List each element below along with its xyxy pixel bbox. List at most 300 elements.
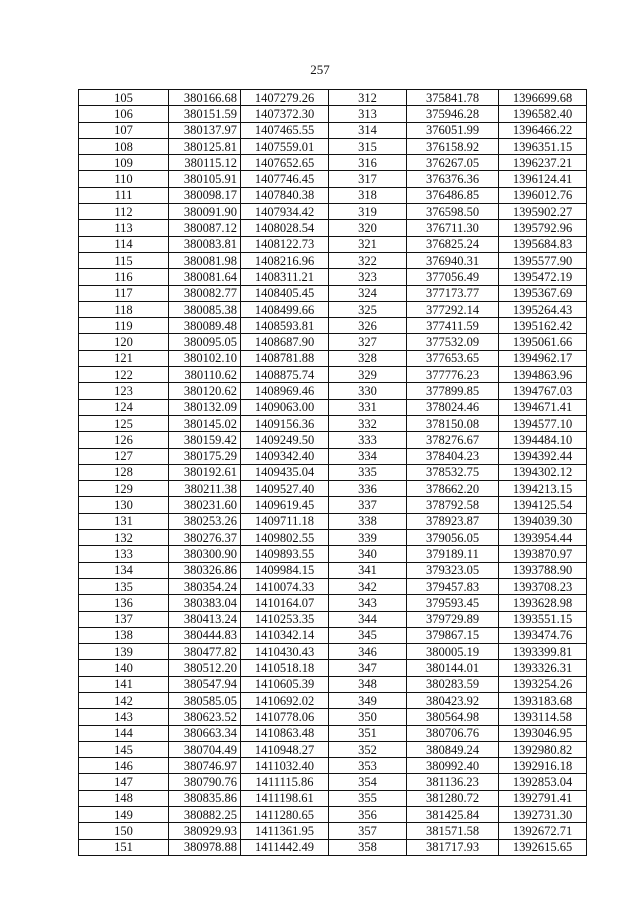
table-row bbox=[79, 481, 587, 497]
table-row bbox=[79, 301, 587, 317]
point-number-cell: 354 bbox=[329, 774, 407, 790]
y-coordinate-cell: 1395577.90 bbox=[499, 252, 587, 268]
y-coordinate-cell: 1394671.41 bbox=[499, 399, 587, 415]
point-number-cell: 326 bbox=[329, 318, 407, 334]
y-coordinate-cell: 1410605.39 bbox=[241, 676, 329, 692]
point-number-cell: 106 bbox=[79, 106, 169, 122]
point-number-cell: 339 bbox=[329, 530, 407, 546]
point-number-cell: 318 bbox=[329, 187, 407, 203]
y-coordinate-cell: 1396351.15 bbox=[499, 138, 587, 154]
x-coordinate-cell: 379056.05 bbox=[407, 530, 499, 546]
point-number-cell: 138 bbox=[79, 627, 169, 643]
x-coordinate-cell: 376158.92 bbox=[407, 138, 499, 154]
x-coordinate-cell: 378276.67 bbox=[407, 432, 499, 448]
point-number-cell: 117 bbox=[79, 285, 169, 301]
y-coordinate-cell: 1396012.76 bbox=[499, 187, 587, 203]
point-number-cell: 325 bbox=[329, 301, 407, 317]
x-coordinate-cell: 375946.28 bbox=[407, 106, 499, 122]
point-number-cell: 149 bbox=[79, 807, 169, 823]
point-number-cell: 129 bbox=[79, 481, 169, 497]
y-coordinate-cell: 1408781.88 bbox=[241, 350, 329, 366]
point-number-cell: 334 bbox=[329, 448, 407, 464]
y-coordinate-cell: 1408122.73 bbox=[241, 236, 329, 252]
table-row bbox=[79, 204, 587, 220]
x-coordinate-cell: 380005.19 bbox=[407, 644, 499, 660]
y-coordinate-cell: 1392672.71 bbox=[499, 823, 587, 839]
x-coordinate-cell: 376051.99 bbox=[407, 122, 499, 138]
y-coordinate-cell: 1395472.19 bbox=[499, 269, 587, 285]
x-coordinate-cell: 381136.23 bbox=[407, 774, 499, 790]
point-number-cell: 351 bbox=[329, 725, 407, 741]
y-coordinate-cell: 1392791.41 bbox=[499, 790, 587, 806]
x-coordinate-cell: 379593.45 bbox=[407, 595, 499, 611]
table-row bbox=[79, 807, 587, 823]
y-coordinate-cell: 1409342.40 bbox=[241, 448, 329, 464]
y-coordinate-cell: 1409619.45 bbox=[241, 497, 329, 513]
x-coordinate-cell: 380704.49 bbox=[169, 741, 241, 757]
point-number-cell: 131 bbox=[79, 513, 169, 529]
table-row bbox=[79, 513, 587, 529]
x-coordinate-cell: 380383.04 bbox=[169, 595, 241, 611]
y-coordinate-cell: 1393399.81 bbox=[499, 644, 587, 660]
point-number-cell: 107 bbox=[79, 122, 169, 138]
y-coordinate-cell: 1393708.23 bbox=[499, 578, 587, 594]
point-number-cell: 352 bbox=[329, 741, 407, 757]
point-number-cell: 148 bbox=[79, 790, 169, 806]
point-number-cell: 328 bbox=[329, 350, 407, 366]
x-coordinate-cell: 380276.37 bbox=[169, 530, 241, 546]
y-coordinate-cell: 1409984.15 bbox=[241, 562, 329, 578]
point-number-cell: 355 bbox=[329, 790, 407, 806]
table-row bbox=[79, 741, 587, 757]
y-coordinate-cell: 1393628.98 bbox=[499, 595, 587, 611]
y-coordinate-cell: 1411361.95 bbox=[241, 823, 329, 839]
table-row bbox=[79, 432, 587, 448]
point-number-cell: 133 bbox=[79, 546, 169, 562]
table-row bbox=[79, 252, 587, 268]
point-number-cell: 358 bbox=[329, 839, 407, 855]
table-row bbox=[79, 334, 587, 350]
point-number-cell: 105 bbox=[79, 90, 169, 106]
table-row bbox=[79, 774, 587, 790]
table-row bbox=[79, 220, 587, 236]
y-coordinate-cell: 1396237.21 bbox=[499, 155, 587, 171]
x-coordinate-cell: 380132.09 bbox=[169, 399, 241, 415]
x-coordinate-cell: 380564.98 bbox=[407, 709, 499, 725]
x-coordinate-cell: 379323.05 bbox=[407, 562, 499, 578]
y-coordinate-cell: 1393870.97 bbox=[499, 546, 587, 562]
x-coordinate-cell: 377292.14 bbox=[407, 301, 499, 317]
y-coordinate-cell: 1408593.81 bbox=[241, 318, 329, 334]
y-coordinate-cell: 1410948.27 bbox=[241, 741, 329, 757]
x-coordinate-cell: 380746.97 bbox=[169, 758, 241, 774]
table-row bbox=[79, 676, 587, 692]
x-coordinate-cell: 376486.85 bbox=[407, 187, 499, 203]
y-coordinate-cell: 1411280.65 bbox=[241, 807, 329, 823]
point-number-cell: 116 bbox=[79, 269, 169, 285]
x-coordinate-cell: 380978.88 bbox=[169, 839, 241, 855]
x-coordinate-cell: 380477.82 bbox=[169, 644, 241, 660]
y-coordinate-cell: 1410430.43 bbox=[241, 644, 329, 660]
table-row bbox=[79, 627, 587, 643]
y-coordinate-cell: 1410253.35 bbox=[241, 611, 329, 627]
y-coordinate-cell: 1409711.18 bbox=[241, 513, 329, 529]
point-number-cell: 350 bbox=[329, 709, 407, 725]
x-coordinate-cell: 380105.91 bbox=[169, 171, 241, 187]
table-row bbox=[79, 367, 587, 383]
y-coordinate-cell: 1396699.68 bbox=[499, 90, 587, 106]
point-number-cell: 337 bbox=[329, 497, 407, 513]
x-coordinate-cell: 380087.12 bbox=[169, 220, 241, 236]
point-number-cell: 139 bbox=[79, 644, 169, 660]
x-coordinate-cell: 380091.90 bbox=[169, 204, 241, 220]
x-coordinate-cell: 379729.89 bbox=[407, 611, 499, 627]
point-number-cell: 329 bbox=[329, 367, 407, 383]
y-coordinate-cell: 1408499.66 bbox=[241, 301, 329, 317]
table-row bbox=[79, 155, 587, 171]
point-number-cell: 321 bbox=[329, 236, 407, 252]
point-number-cell: 140 bbox=[79, 660, 169, 676]
table-row bbox=[79, 725, 587, 741]
point-number-cell: 142 bbox=[79, 692, 169, 708]
x-coordinate-cell: 378150.08 bbox=[407, 415, 499, 431]
y-coordinate-cell: 1394577.10 bbox=[499, 415, 587, 431]
x-coordinate-cell: 380585.05 bbox=[169, 692, 241, 708]
point-number-cell: 344 bbox=[329, 611, 407, 627]
table-row bbox=[79, 171, 587, 187]
x-coordinate-cell: 376267.05 bbox=[407, 155, 499, 171]
point-number-cell: 357 bbox=[329, 823, 407, 839]
point-number-cell: 323 bbox=[329, 269, 407, 285]
y-coordinate-cell: 1392916.18 bbox=[499, 758, 587, 774]
point-number-cell: 136 bbox=[79, 595, 169, 611]
x-coordinate-cell: 380145.02 bbox=[169, 415, 241, 431]
x-coordinate-cell: 378532.75 bbox=[407, 464, 499, 480]
y-coordinate-cell: 1409802.55 bbox=[241, 530, 329, 546]
x-coordinate-cell: 378792.58 bbox=[407, 497, 499, 513]
table-row bbox=[79, 709, 587, 725]
y-coordinate-cell: 1410863.48 bbox=[241, 725, 329, 741]
point-number-cell: 347 bbox=[329, 660, 407, 676]
x-coordinate-cell: 380137.97 bbox=[169, 122, 241, 138]
y-coordinate-cell: 1393474.76 bbox=[499, 627, 587, 643]
table-row bbox=[79, 285, 587, 301]
y-coordinate-cell: 1395902.27 bbox=[499, 204, 587, 220]
y-coordinate-cell: 1409063.00 bbox=[241, 399, 329, 415]
point-number-cell: 340 bbox=[329, 546, 407, 562]
y-coordinate-cell: 1395367.69 bbox=[499, 285, 587, 301]
x-coordinate-cell: 375841.78 bbox=[407, 90, 499, 106]
table-row bbox=[79, 758, 587, 774]
point-number-cell: 312 bbox=[329, 90, 407, 106]
x-coordinate-cell: 380151.59 bbox=[169, 106, 241, 122]
table-row bbox=[79, 595, 587, 611]
point-number-cell: 336 bbox=[329, 481, 407, 497]
y-coordinate-cell: 1393954.44 bbox=[499, 530, 587, 546]
table-row bbox=[79, 269, 587, 285]
x-coordinate-cell: 381571.58 bbox=[407, 823, 499, 839]
point-number-cell: 327 bbox=[329, 334, 407, 350]
point-number-cell: 338 bbox=[329, 513, 407, 529]
point-number-cell: 135 bbox=[79, 578, 169, 594]
y-coordinate-cell: 1407279.26 bbox=[241, 90, 329, 106]
x-coordinate-cell: 378404.23 bbox=[407, 448, 499, 464]
y-coordinate-cell: 1395264.43 bbox=[499, 301, 587, 317]
point-number-cell: 146 bbox=[79, 758, 169, 774]
point-number-cell: 113 bbox=[79, 220, 169, 236]
coordinates-table bbox=[78, 89, 587, 856]
y-coordinate-cell: 1408969.46 bbox=[241, 383, 329, 399]
point-number-cell: 144 bbox=[79, 725, 169, 741]
y-coordinate-cell: 1394863.96 bbox=[499, 367, 587, 383]
y-coordinate-cell: 1408405.45 bbox=[241, 285, 329, 301]
point-number-cell: 127 bbox=[79, 448, 169, 464]
y-coordinate-cell: 1408875.74 bbox=[241, 367, 329, 383]
point-number-cell: 343 bbox=[329, 595, 407, 611]
y-coordinate-cell: 1407559.01 bbox=[241, 138, 329, 154]
point-number-cell: 320 bbox=[329, 220, 407, 236]
x-coordinate-cell: 380413.24 bbox=[169, 611, 241, 627]
point-number-cell: 349 bbox=[329, 692, 407, 708]
point-number-cell: 147 bbox=[79, 774, 169, 790]
y-coordinate-cell: 1407840.38 bbox=[241, 187, 329, 203]
y-coordinate-cell: 1393326.31 bbox=[499, 660, 587, 676]
x-coordinate-cell: 380547.94 bbox=[169, 676, 241, 692]
x-coordinate-cell: 380231.60 bbox=[169, 497, 241, 513]
point-number-cell: 126 bbox=[79, 432, 169, 448]
x-coordinate-cell: 376711.30 bbox=[407, 220, 499, 236]
point-number-cell: 356 bbox=[329, 807, 407, 823]
point-number-cell: 118 bbox=[79, 301, 169, 317]
page-number: 257 bbox=[310, 62, 330, 77]
point-number-cell: 122 bbox=[79, 367, 169, 383]
y-coordinate-cell: 1410778.06 bbox=[241, 709, 329, 725]
point-number-cell: 110 bbox=[79, 171, 169, 187]
table-row bbox=[79, 236, 587, 252]
table-row bbox=[79, 383, 587, 399]
point-number-cell: 345 bbox=[329, 627, 407, 643]
x-coordinate-cell: 377653.65 bbox=[407, 350, 499, 366]
y-coordinate-cell: 1407934.42 bbox=[241, 204, 329, 220]
point-number-cell: 317 bbox=[329, 171, 407, 187]
point-number-cell: 315 bbox=[329, 138, 407, 154]
point-number-cell: 313 bbox=[329, 106, 407, 122]
x-coordinate-cell: 380300.90 bbox=[169, 546, 241, 562]
point-number-cell: 342 bbox=[329, 578, 407, 594]
y-coordinate-cell: 1407746.45 bbox=[241, 171, 329, 187]
point-number-cell: 324 bbox=[329, 285, 407, 301]
x-coordinate-cell: 381280.72 bbox=[407, 790, 499, 806]
point-number-cell: 150 bbox=[79, 823, 169, 839]
y-coordinate-cell: 1411115.86 bbox=[241, 774, 329, 790]
x-coordinate-cell: 380166.68 bbox=[169, 90, 241, 106]
x-coordinate-cell: 380159.42 bbox=[169, 432, 241, 448]
x-coordinate-cell: 380085.38 bbox=[169, 301, 241, 317]
y-coordinate-cell: 1394767.03 bbox=[499, 383, 587, 399]
y-coordinate-cell: 1396466.22 bbox=[499, 122, 587, 138]
point-number-cell: 130 bbox=[79, 497, 169, 513]
y-coordinate-cell: 1409893.55 bbox=[241, 546, 329, 562]
table-row bbox=[79, 530, 587, 546]
x-coordinate-cell: 377532.09 bbox=[407, 334, 499, 350]
x-coordinate-cell: 380081.64 bbox=[169, 269, 241, 285]
table-row bbox=[79, 497, 587, 513]
y-coordinate-cell: 1394392.44 bbox=[499, 448, 587, 464]
x-coordinate-cell: 380992.40 bbox=[407, 758, 499, 774]
table-row bbox=[79, 448, 587, 464]
x-coordinate-cell: 380083.81 bbox=[169, 236, 241, 252]
point-number-cell: 143 bbox=[79, 709, 169, 725]
y-coordinate-cell: 1393551.15 bbox=[499, 611, 587, 627]
point-number-cell: 124 bbox=[79, 399, 169, 415]
y-coordinate-cell: 1410074.33 bbox=[241, 578, 329, 594]
x-coordinate-cell: 377411.59 bbox=[407, 318, 499, 334]
table-row bbox=[79, 318, 587, 334]
table-row bbox=[79, 138, 587, 154]
x-coordinate-cell: 376598.50 bbox=[407, 204, 499, 220]
table-row bbox=[79, 399, 587, 415]
y-coordinate-cell: 1393254.26 bbox=[499, 676, 587, 692]
point-number-cell: 330 bbox=[329, 383, 407, 399]
point-number-cell: 341 bbox=[329, 562, 407, 578]
y-coordinate-cell: 1411198.61 bbox=[241, 790, 329, 806]
point-number-cell: 121 bbox=[79, 350, 169, 366]
point-number-cell: 119 bbox=[79, 318, 169, 334]
x-coordinate-cell: 376940.31 bbox=[407, 252, 499, 268]
x-coordinate-cell: 378024.46 bbox=[407, 399, 499, 415]
x-coordinate-cell: 380253.26 bbox=[169, 513, 241, 529]
point-number-cell: 314 bbox=[329, 122, 407, 138]
x-coordinate-cell: 379867.15 bbox=[407, 627, 499, 643]
x-coordinate-cell: 380423.92 bbox=[407, 692, 499, 708]
y-coordinate-cell: 1396124.41 bbox=[499, 171, 587, 187]
y-coordinate-cell: 1394302.12 bbox=[499, 464, 587, 480]
x-coordinate-cell: 378662.20 bbox=[407, 481, 499, 497]
point-number-cell: 112 bbox=[79, 204, 169, 220]
x-coordinate-cell: 376376.36 bbox=[407, 171, 499, 187]
x-coordinate-cell: 380835.86 bbox=[169, 790, 241, 806]
y-coordinate-cell: 1409156.36 bbox=[241, 415, 329, 431]
y-coordinate-cell: 1396582.40 bbox=[499, 106, 587, 122]
x-coordinate-cell: 380354.24 bbox=[169, 578, 241, 594]
point-number-cell: 120 bbox=[79, 334, 169, 350]
y-coordinate-cell: 1410164.07 bbox=[241, 595, 329, 611]
y-coordinate-cell: 1394962.17 bbox=[499, 350, 587, 366]
table-row bbox=[79, 823, 587, 839]
table-row bbox=[79, 578, 587, 594]
x-coordinate-cell: 377173.77 bbox=[407, 285, 499, 301]
x-coordinate-cell: 380110.62 bbox=[169, 367, 241, 383]
x-coordinate-cell: 380211.38 bbox=[169, 481, 241, 497]
y-coordinate-cell: 1408687.90 bbox=[241, 334, 329, 350]
point-number-cell: 316 bbox=[329, 155, 407, 171]
point-number-cell: 353 bbox=[329, 758, 407, 774]
y-coordinate-cell: 1408028.54 bbox=[241, 220, 329, 236]
x-coordinate-cell: 379457.83 bbox=[407, 578, 499, 594]
y-coordinate-cell: 1392853.04 bbox=[499, 774, 587, 790]
table-row bbox=[79, 187, 587, 203]
point-number-cell: 322 bbox=[329, 252, 407, 268]
x-coordinate-cell: 380444.83 bbox=[169, 627, 241, 643]
x-coordinate-cell: 380882.25 bbox=[169, 807, 241, 823]
x-coordinate-cell: 380512.20 bbox=[169, 660, 241, 676]
x-coordinate-cell: 376825.24 bbox=[407, 236, 499, 252]
point-number-cell: 346 bbox=[329, 644, 407, 660]
x-coordinate-cell: 380663.34 bbox=[169, 725, 241, 741]
table-row bbox=[79, 122, 587, 138]
x-coordinate-cell: 380706.76 bbox=[407, 725, 499, 741]
point-number-cell: 128 bbox=[79, 464, 169, 480]
x-coordinate-cell: 380790.76 bbox=[169, 774, 241, 790]
x-coordinate-cell: 378923.87 bbox=[407, 513, 499, 529]
x-coordinate-cell: 380125.81 bbox=[169, 138, 241, 154]
y-coordinate-cell: 1392980.82 bbox=[499, 741, 587, 757]
x-coordinate-cell: 380102.10 bbox=[169, 350, 241, 366]
point-number-cell: 332 bbox=[329, 415, 407, 431]
x-coordinate-cell: 380082.77 bbox=[169, 285, 241, 301]
y-coordinate-cell: 1409435.04 bbox=[241, 464, 329, 480]
point-number-cell: 123 bbox=[79, 383, 169, 399]
x-coordinate-cell: 380283.59 bbox=[407, 676, 499, 692]
y-coordinate-cell: 1394039.30 bbox=[499, 513, 587, 529]
y-coordinate-cell: 1408311.21 bbox=[241, 269, 329, 285]
x-coordinate-cell: 381425.84 bbox=[407, 807, 499, 823]
y-coordinate-cell: 1407372.30 bbox=[241, 106, 329, 122]
table-row bbox=[79, 90, 587, 106]
y-coordinate-cell: 1394484.10 bbox=[499, 432, 587, 448]
x-coordinate-cell: 380144.01 bbox=[407, 660, 499, 676]
x-coordinate-cell: 380192.61 bbox=[169, 464, 241, 480]
y-coordinate-cell: 1407652.65 bbox=[241, 155, 329, 171]
table-row bbox=[79, 790, 587, 806]
table-row bbox=[79, 106, 587, 122]
x-coordinate-cell: 380095.05 bbox=[169, 334, 241, 350]
point-number-cell: 141 bbox=[79, 676, 169, 692]
x-coordinate-cell: 377056.49 bbox=[407, 269, 499, 285]
x-coordinate-cell: 377899.85 bbox=[407, 383, 499, 399]
y-coordinate-cell: 1395061.66 bbox=[499, 334, 587, 350]
x-coordinate-cell: 380175.29 bbox=[169, 448, 241, 464]
y-coordinate-cell: 1395684.83 bbox=[499, 236, 587, 252]
y-coordinate-cell: 1394213.15 bbox=[499, 481, 587, 497]
point-number-cell: 335 bbox=[329, 464, 407, 480]
x-coordinate-cell: 380115.12 bbox=[169, 155, 241, 171]
point-number-cell: 137 bbox=[79, 611, 169, 627]
point-number-cell: 134 bbox=[79, 562, 169, 578]
table-row bbox=[79, 415, 587, 431]
table-row bbox=[79, 839, 587, 855]
x-coordinate-cell: 380929.93 bbox=[169, 823, 241, 839]
table-row bbox=[79, 464, 587, 480]
y-coordinate-cell: 1411442.49 bbox=[241, 839, 329, 855]
point-number-cell: 151 bbox=[79, 839, 169, 855]
y-coordinate-cell: 1393046.95 bbox=[499, 725, 587, 741]
y-coordinate-cell: 1392731.30 bbox=[499, 807, 587, 823]
table-row bbox=[79, 692, 587, 708]
table-row bbox=[79, 660, 587, 676]
point-number-cell: 331 bbox=[329, 399, 407, 415]
y-coordinate-cell: 1409527.40 bbox=[241, 481, 329, 497]
point-number-cell: 145 bbox=[79, 741, 169, 757]
x-coordinate-cell: 377776.23 bbox=[407, 367, 499, 383]
table-row bbox=[79, 644, 587, 660]
y-coordinate-cell: 1409249.50 bbox=[241, 432, 329, 448]
point-number-cell: 348 bbox=[329, 676, 407, 692]
table-row bbox=[79, 546, 587, 562]
y-coordinate-cell: 1410342.14 bbox=[241, 627, 329, 643]
x-coordinate-cell: 380326.86 bbox=[169, 562, 241, 578]
y-coordinate-cell: 1411032.40 bbox=[241, 758, 329, 774]
